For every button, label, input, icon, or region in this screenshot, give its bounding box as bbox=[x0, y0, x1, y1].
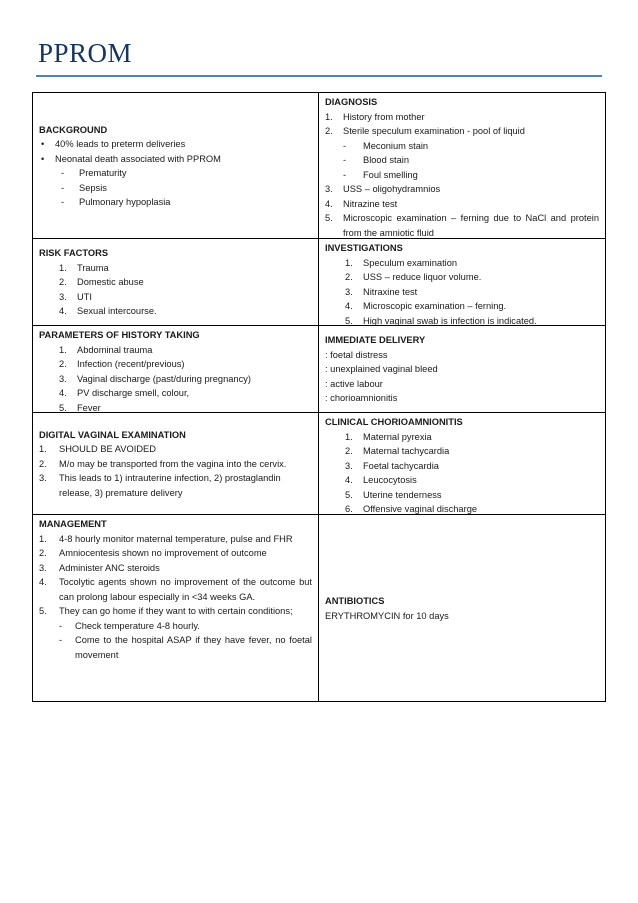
list-item: : foetal distress bbox=[325, 349, 388, 360]
list-item: 4. Microscopic examination – ferning. bbox=[345, 301, 507, 311]
history-taking-cell bbox=[33, 326, 319, 413]
bullet-icon: • bbox=[41, 153, 45, 164]
investigations-heading: INVESTIGATIONS bbox=[325, 243, 403, 253]
background-bullet: • Neonatal death associated with PPROM bbox=[39, 152, 312, 167]
background-heading: BACKGROUND bbox=[39, 124, 108, 135]
background-subitem: - Sepsis bbox=[61, 182, 107, 193]
list-item: 4. Leucocytosis bbox=[345, 475, 417, 485]
background-subitem: - Pulmonary hypoplasia bbox=[61, 197, 171, 207]
ppromp-table bbox=[32, 92, 606, 702]
risk-factors-heading: RISK FACTORS bbox=[39, 248, 109, 259]
list-subitem: - Check temperature 4-8 hourly. bbox=[59, 620, 200, 631]
management-heading: MANAGEMENT bbox=[39, 519, 107, 529]
list-item: 3. Nitraxine test bbox=[345, 286, 418, 297]
risk-factors-cell bbox=[33, 239, 319, 326]
immediate-delivery-heading: IMMEDIATE DELIVERY bbox=[325, 335, 426, 346]
digital-vaginal-exam-heading: DIGITAL VAGINAL EXAMINATION bbox=[39, 429, 186, 440]
list-item: 3. Vaginal discharge (past/during pregnancy) bbox=[59, 373, 251, 384]
list-subitem: - Meconium stain bbox=[343, 140, 429, 151]
list-item: 2. M/o may be transported from the vagina into the cervix. bbox=[39, 458, 287, 469]
page-title: PPROM bbox=[38, 38, 133, 68]
digital-vaginal-exam-cell bbox=[33, 413, 319, 515]
list-item: 4. PV discharge smell, colour, bbox=[59, 388, 190, 398]
antibiotics-text: ERYTHROMYCIN for 10 days bbox=[325, 610, 449, 621]
management-cell bbox=[33, 515, 319, 701]
list-item: : unexplained vaginal bleed bbox=[325, 364, 438, 375]
background-bullet: • 40% leads to preterm deliveries bbox=[39, 137, 312, 152]
list-item: 2. Domestic abuse bbox=[59, 277, 144, 288]
list-item: 2. Infection (recent/previous) bbox=[59, 359, 185, 369]
list-item: 2. USS – reduce liquor volume. bbox=[345, 272, 482, 282]
chorioamnionitis-heading: CLINICAL CHORIOAMNIONITIS bbox=[325, 417, 463, 427]
list-item: 1. SHOULD BE AVOIDED bbox=[39, 444, 156, 455]
list-item: 1. Trauma bbox=[59, 262, 109, 273]
list-item: : chorioamnionitis bbox=[325, 393, 398, 404]
list-item: 4. Sexual intercourse. bbox=[59, 306, 157, 317]
list-item: 1. Abdominal trauma bbox=[59, 344, 153, 355]
antibiotics-cell bbox=[319, 515, 605, 701]
immediate-delivery-cell bbox=[319, 326, 605, 413]
list-subitem: - Come to the hospital ASAP if they have fever, no foetal movement bbox=[59, 635, 312, 660]
list-item: 5. High vaginal swab is infection is indicated. bbox=[345, 315, 537, 326]
list-item: 4. Tocolytic agents shown no improvement of the outcome but can prolong labour especially in <34 weeks GA. bbox=[39, 577, 312, 602]
list-item: 3. UTI bbox=[59, 291, 92, 302]
list-item: 3. USS – oligohydramnios bbox=[325, 184, 441, 194]
list-item: 1. Speculum examination bbox=[345, 257, 458, 268]
list-item: 2. Maternal tachycardia bbox=[345, 446, 450, 456]
title-underline bbox=[36, 75, 602, 77]
investigations-cell bbox=[319, 239, 605, 326]
list-item: 4. Nitrazine test bbox=[325, 198, 398, 209]
list-subitem: - Foul smelling bbox=[343, 169, 418, 180]
diagnosis-heading: DIAGNOSIS bbox=[325, 97, 378, 107]
antibiotics-heading: ANTIBIOTICS bbox=[325, 596, 385, 606]
list-item: 3. Foetal tachycardia bbox=[345, 460, 439, 471]
list-item: 1. Maternal pyrexia bbox=[345, 431, 432, 442]
list-item: 5. Fever bbox=[59, 402, 101, 413]
history-taking-heading: PARAMETERS OF HISTORY TAKING bbox=[39, 330, 200, 340]
chorioamnionitis-cell bbox=[319, 413, 605, 515]
list-item: 3. This leads to 1) intrauterine infection, 2) prostaglandin release, 3) premature delivery bbox=[39, 473, 281, 498]
list-subitem: - Blood stain bbox=[343, 155, 409, 165]
background-subitem: - Prematurity bbox=[61, 168, 127, 178]
list-item: 5. Uterine tenderness bbox=[345, 489, 442, 500]
background-cell bbox=[33, 93, 319, 239]
list-item: 1. History from mother bbox=[325, 111, 425, 122]
list-item: 3. Administer ANC steroids bbox=[39, 562, 160, 573]
list-item: : active labour bbox=[325, 378, 383, 389]
list-item: 1. 4-8 hourly monitor maternal temperature, pulse and FHR bbox=[39, 533, 293, 544]
list-item: 5. Microscopic examination – ferning due to NaCl and protein from the amniotic fluid bbox=[325, 213, 599, 238]
diagnosis-cell bbox=[319, 93, 605, 239]
list-item: 2. Sterile speculum examination - pool of liquid bbox=[325, 126, 525, 136]
list-item: 6. Offensive vaginal discharge bbox=[345, 504, 478, 514]
list-item: 2. Amniocentesis shown no improvement of outcome bbox=[39, 548, 267, 558]
list-item: 5. They can go home if they want to with certain conditions; bbox=[39, 606, 293, 616]
bullet-icon: • bbox=[41, 139, 45, 149]
